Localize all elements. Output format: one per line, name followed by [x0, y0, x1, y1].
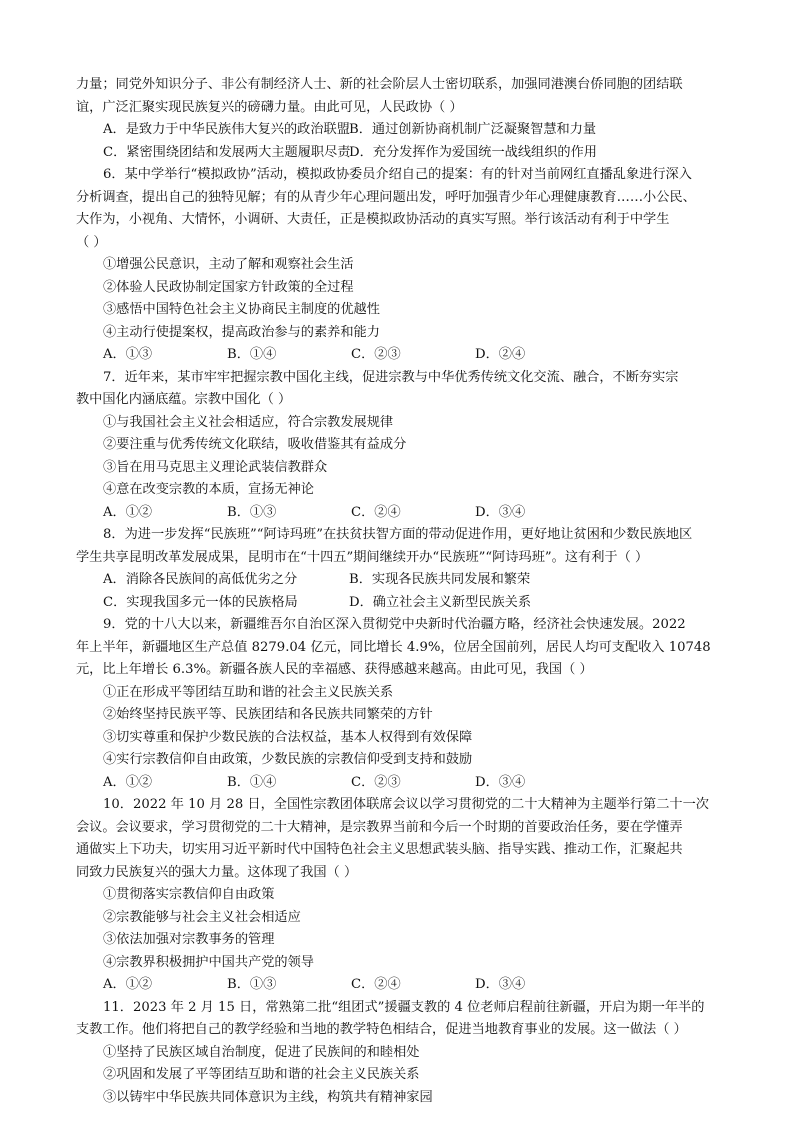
q5-option-row — [76, 119, 718, 142]
q7-choice-c: C．②④ — [351, 504, 401, 520]
q9-choice-c: C．②③ — [351, 774, 401, 790]
q11-stem-line: 支教工作。他们将把自己的教学经验和当地的教学特色相结合，促进当地教育事业的发展。这一做法（ ） — [76, 1022, 687, 1037]
q9-item: ②始终坚持民族平等、民族团结和各民族共同繁荣的方针 — [103, 707, 433, 722]
q9-stem-line: 年上半年，新疆地区生产总值 8279.04 亿元，同比增长 4.9%，位居全国前列，居民人均可支配收入 10748 — [76, 639, 711, 655]
q10-choice-a: A．①② — [103, 977, 153, 992]
q9-choice-d: D．③④ — [475, 774, 526, 790]
q9-choices — [76, 772, 718, 795]
q10-item: ①贯彻落实宗教信仰自由政策 — [103, 887, 275, 902]
q7-choice-a: A．①② — [103, 504, 153, 520]
q10-item: ③依法加强对宗教事务的管理 — [103, 932, 275, 947]
q6-stem-line: （ ） — [76, 234, 107, 250]
q5-text-line: 力量；同党外知识分子、非公有制经济人士、新的社会阶层人士密切联系，加强同港澳台侨同胞的团结联 — [76, 77, 683, 92]
q7-item: ②要注重与优秀传统文化联结，吸收借鉴其有益成分 — [103, 437, 407, 452]
q9-stem-line: 元，比上年增长 6.3%。新疆各族人民的幸福感、获得感越来越高。由此可见，我国（ ） — [76, 662, 593, 677]
q7-item: ④意在改变宗教的本质，宣扬无神论 — [103, 482, 314, 497]
q6-item: ③感悟中国特色社会主义协商民主制度的优越性 — [103, 302, 380, 317]
q8-option-row — [76, 569, 718, 592]
q9-item: ④实行宗教信仰自由政策，少数民族的宗教信仰受到支持和鼓励 — [103, 752, 473, 767]
q6-stem-line: 分析调查，提出自己的独特见解；有的从青少年心理问题出发，呼吁加强青少年心理健康教育……小公民、 — [76, 189, 696, 205]
q7-item: ③旨在用马克思主义理论武装信教群众 — [103, 459, 328, 475]
q9-stem-line: 9．党的十八大以来，新疆维吾尔自治区深入贯彻党中央新时代治疆方略，经济社会快速发展。2022 — [103, 617, 686, 632]
q6-choices — [76, 344, 718, 367]
q5-option-c: C．紧密围绕团结和发展两大主题履职尽责 — [103, 144, 351, 160]
q10-choice-d: D．③④ — [475, 977, 526, 992]
q11-item: ③以铸牢中华民族共同体意识为主线，构筑共有精神家园 — [103, 1089, 433, 1105]
q8-stem-line: 8．为进一步发挥“民族班”“阿诗玛班”在扶贫扶智方面的带动促进作用，更好地让贫困和少数民族地区 — [103, 527, 693, 542]
q10-item: ②宗教能够与社会主义社会相适应 — [103, 909, 301, 925]
q10-choice-c: C．②④ — [351, 977, 401, 992]
q8-stem-line: 学生共享昆明改革发展成果，昆明市在“十四五”期间继续开办“民族班”“阿诗玛班”。这有利于（ ） — [76, 549, 649, 565]
q10-stem-line: 10．2022 年 10 月 28 日，全国性宗教团体联席会议以学习贯彻党的二十大精神为主题举行第二十一次 — [103, 797, 709, 812]
q10-stem-line: 同致力民族复兴的强大力量。这体现了我国（ ） — [76, 864, 358, 880]
q6-choice-c: C．②③ — [351, 347, 401, 362]
q10-item: ④宗教界积极拥护中国共产党的领导 — [103, 954, 314, 970]
q10-stem-line: 通做实上下功夫，切实用习近平新时代中国特色社会主义思想武装头脑、指导实践、推动工作，汇聚起共 — [76, 842, 683, 857]
q6-item: ④主动行使提案权，提高政治参与的素养和能力 — [103, 324, 380, 340]
q10-stem-line: 会议。会议要求，学习贯彻党的二十大精神，是宗教界当前和今后一个时期的首要政治任务，要在学懂弄 — [76, 819, 683, 835]
q6-item: ①增强公民意识，主动了解和观察社会生活 — [103, 257, 354, 272]
q6-item: ②体验人民政协制定国家方针政策的全过程 — [103, 279, 354, 295]
q5-option-a: A．是致力于中华民族伟大复兴的政治联盟 — [103, 122, 350, 137]
q6-stem-line: 大作为，小视角、大情怀，小调研、大责任，正是模拟政协活动的真实写照。举行该活动有利于中学生 — [76, 212, 670, 227]
q9-choice-a: A．①② — [103, 774, 153, 790]
q6-choice-a: A．①③ — [103, 347, 153, 362]
q7-choices — [76, 502, 718, 525]
q8-option-a: A．消除各民族间的高低优劣之分 — [103, 572, 298, 587]
q8-option-b: B．实现各民族共同发展和繁荣 — [349, 572, 531, 587]
q7-item: ①与我国社会主义社会相适应，符合宗教发展规律 — [103, 414, 394, 430]
q9-choice-b: B．①④ — [227, 774, 277, 790]
q5-option-row — [76, 142, 718, 165]
q7-stem-line: 教中国化内涵底蕴。宗教中国化（ ） — [76, 392, 292, 407]
q9-item: ①正在形成平等团结互助和谐的社会主义民族关系 — [103, 684, 394, 700]
q7-stem-line: 7．近年来，某市牢牢把握宗教中国化主线，促进宗教与中华优秀传统文化交流、融合，不断夯实宗 — [103, 369, 679, 385]
q10-choices — [76, 974, 718, 997]
q11-stem-line: 11．2023 年 2 月 15 日，常熟第二批“组团式”援疆支教的 4 位老师启程前往新疆，开启为期一年半的 — [103, 999, 705, 1015]
q6-choice-b: B．①④ — [227, 347, 277, 362]
q9-item: ③切实尊重和保护少数民族的合法权益，基本人权得到有效保障 — [103, 729, 473, 745]
q5-option-d: D．充分发挥作为爱国统一战线组织的作用 — [349, 144, 597, 160]
q7-choice-b: B．①③ — [227, 504, 277, 520]
q11-item: ①坚持了民族区域自治制度，促进了民族间的和睦相处 — [103, 1044, 420, 1060]
document-page — [76, 74, 718, 1109]
q5-option-b: B．通过创新协商机制广泛凝聚智慧和力量 — [349, 122, 597, 137]
q8-option-d: D．确立社会主义新型民族关系 — [349, 594, 532, 610]
q8-option-c: C．实现我国多元一体的民族格局 — [103, 594, 298, 610]
q7-choice-d: D．③④ — [475, 504, 526, 520]
q6-stem-line: 6．某中学举行“模拟政协”活动，模拟政协委员介绍自己的提案：有的针对当前网红直播乱象进行深入 — [103, 167, 692, 182]
q6-choice-d: D．②④ — [475, 347, 526, 362]
q10-choice-b: B．①③ — [227, 977, 277, 992]
q8-option-row — [76, 592, 718, 615]
q11-item: ②巩固和发展了平等团结互助和谐的社会主义民族关系 — [103, 1067, 420, 1082]
q5-text-line: 谊，广泛汇聚实现民族复兴的磅礴力量。由此可见，人民政协（ ） — [76, 99, 463, 115]
